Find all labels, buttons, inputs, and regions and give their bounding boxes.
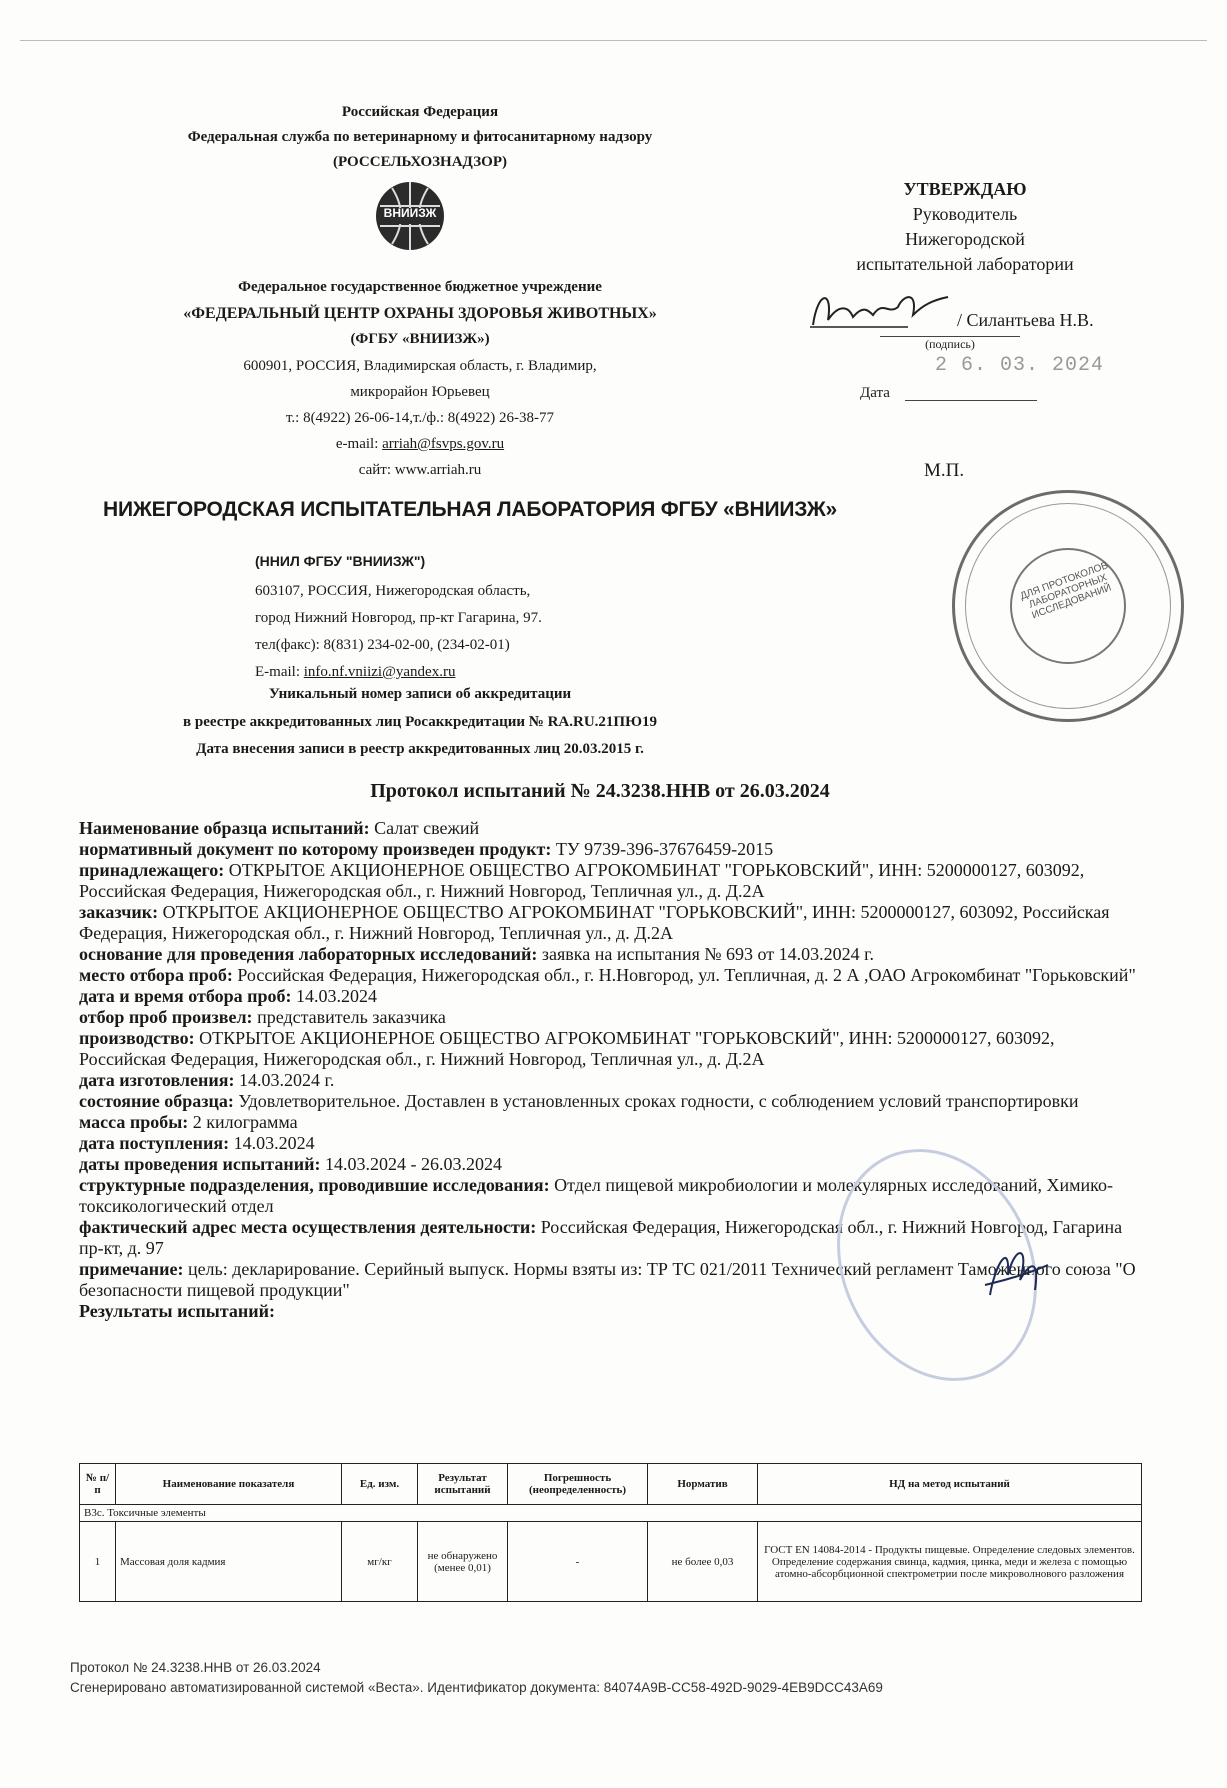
field-note: примечание: цель: декларирование. Серийный выпуск. Нормы взяты из: ТР ТС 021/2011 Технический регламент Таможенного союза "О безопасности пищевой продукции"	[79, 1259, 1136, 1300]
seal-place-label: М.П.	[924, 460, 965, 481]
field-sampling-place: место отбора проб: Российская Федерация, Нижегородская обл., г. Н.Новгород, ул. Тепличная, д. 2 А ,ОАО Агрокомбинат "Горьковский"	[79, 965, 1136, 985]
col-standard: Норматив	[648, 1464, 758, 1505]
org-address-1: 600901, РОССИЯ, Владимирская область, г. Владимир,	[243, 358, 597, 374]
col-indicator: Наименование показателя	[116, 1464, 342, 1505]
vniizzh-logo	[372, 178, 448, 254]
lab-short-name: (ННИЛ ФГБУ "ВНИИЗЖ")	[255, 553, 426, 569]
logo-text: ВНИИЗЖ	[383, 206, 437, 220]
seal-inner-text: ДЛЯ ПРОТОКОЛОВ ЛАБОРАТОРНЫХ ИССЛЕДОВАНИЙ	[1018, 560, 1113, 622]
approval-role-2: Нижегородской	[905, 229, 1025, 249]
date-line	[905, 400, 1037, 401]
field-test-dates: даты проведения испытаний: 14.03.2024 - 26.03.2024	[79, 1154, 502, 1174]
lab-title: НИЖЕГОРОДСКАЯ ИСПЫТАТЕЛЬНАЯ ЛАБОРАТОРИЯ ФГБУ «ВНИИЗЖ»	[103, 498, 837, 521]
cell-unit: мг/кг	[342, 1522, 418, 1602]
results-table	[79, 1463, 1142, 1602]
cell-number: 1	[80, 1522, 116, 1602]
accreditation-1: Уникальный номер записи об аккредитации	[268, 686, 572, 702]
field-normative-doc: нормативный документ по которому произведен продукт: ТУ 9739-396-37676459-2015	[79, 839, 774, 859]
footer-protocol: Протокол № 24.3238.ННВ от 26.03.2024	[70, 1660, 321, 1675]
col-result: Результат испытаний	[418, 1464, 508, 1505]
table-group-row	[80, 1505, 1142, 1522]
lab-address-1: 603107, РОССИЯ, Нижегородская область,	[255, 583, 531, 599]
cell-method: ГОСТ EN 14084-2014 - Продукты пищевые. Определение следовых элементов. Определение содержания свинца, кадмия, цинка, меди и железа с помощью атомно-абсорбционной спектрометрии после микроволнового разложения	[758, 1522, 1142, 1602]
approval-date-stamp: 2 6. 03. 2024	[935, 354, 1105, 377]
org-short: (ФГБУ «ВНИИЗЖ»)	[350, 331, 490, 347]
approval-title: УТВЕРЖДАЮ	[903, 179, 1027, 199]
col-unit: Ед. изм.	[342, 1464, 418, 1505]
cell-result: не обнаружено (менее 0,01)	[418, 1522, 508, 1602]
org-name: «ФЕДЕРАЛЬНЫЙ ЦЕНТР ОХРАНЫ ЗДОРОВЬЯ ЖИВОТНЫХ»	[183, 305, 657, 322]
executor-signature	[980, 1235, 1050, 1305]
field-receipt-date: дата поступления: 14.03.2024	[79, 1133, 315, 1153]
group-label: В3с. Токсичные элементы	[80, 1505, 1142, 1522]
results-title: Результаты испытаний:	[79, 1301, 276, 1321]
accreditation-2: в реестре аккредитованных лиц Росаккредитации № RA.RU.21ПЮ19	[183, 714, 657, 730]
field-address: фактический адрес места осуществления деятельности: Российская Федерация, Нижегородская обл., г. Нижний Новгород, Гагарина пр-кт, д. 97	[79, 1217, 1123, 1258]
col-uncertainty: Погрешность (неопределенность)	[508, 1464, 648, 1505]
field-manufacture-date: дата изготовления: 14.03.2024 г.	[79, 1070, 335, 1090]
agency-name: Федеральная служба по ветеринарному и фитосанитарному надзору	[187, 129, 653, 145]
field-basis: основание для проведения лабораторных исследований: заявка на испытания № 693 от 14.03.2024 г.	[79, 944, 875, 964]
field-sampling-date: дата и время отбора проб: 14.03.2024	[79, 986, 378, 1006]
field-sample-condition: состояние образца: Удовлетворительное. Доставлен в установленных сроках годности, с соблюдением условий транспортировки	[79, 1091, 1079, 1111]
cell-uncertainty: -	[508, 1522, 648, 1602]
field-sample-name: Наименование образца испытаний: Салат свежий	[79, 818, 480, 838]
table-header-row	[80, 1464, 1142, 1505]
handwritten-signature	[808, 285, 958, 335]
footer-generated: Сгенерировано автоматизированной системой «Веста». Идентификатор документа: 84074A9B-CC58-492D-9029-4EB9DCC43A69	[70, 1680, 883, 1695]
accreditation-3: Дата внесения записи в реестр аккредитованных лиц 20.03.2015 г.	[196, 741, 644, 757]
protocol-title: Протокол испытаний № 24.3238.ННВ от 26.03.2024	[370, 780, 830, 802]
org-phone: т.: 8(4922) 26-06-14,т./ф.: 8(4922) 26-38-77	[285, 410, 555, 426]
cell-indicator: Массовая доля кадмия	[116, 1522, 342, 1602]
date-label: Дата	[860, 385, 890, 401]
col-method: НД на метод испытаний	[758, 1464, 1142, 1505]
org-address-2: микрорайон Юрьевец	[350, 384, 490, 400]
org-site: сайт: www.arriah.ru	[358, 462, 482, 478]
lab-phone: тел(факс): 8(831) 234-02-00, (234-02-01)	[255, 637, 510, 653]
lab-email[interactable]: info.nf.vniizi@yandex.ru	[303, 664, 456, 680]
cell-standard: не более 0,03	[648, 1522, 758, 1602]
table-row	[80, 1522, 1142, 1602]
signature-caption: (подпись)	[880, 336, 1020, 352]
lab-address-2: город Нижний Новгород, пр-кт Гагарина, 97.	[255, 610, 542, 626]
field-customer: заказчик: ОТКРЫТОЕ АКЦИОНЕРНОЕ ОБЩЕСТВО АГРОКОМБИНАТ "ГОРЬКОВСКИЙ", ИНН: 5200000127, 603092, Российская Федерация, Нижегородская обл., г. Нижний Новгород, Тепличная ул., д. Д.2А	[79, 902, 1110, 943]
approver-name: / Силантьева Н.В.	[957, 310, 1094, 330]
col-number: № п/п	[80, 1464, 116, 1505]
field-producer: производство: ОТКРЫТОЕ АКЦИОНЕРНОЕ ОБЩЕСТВО АГРОКОМБИНАТ "ГОРЬКОВСКИЙ", ИНН: 5200000127, 603092, Российская Федерация, Нижегородская обл., г. Нижний Новгород, Тепличная ул., д. Д.2А	[79, 1028, 1055, 1069]
org-email-label: e-mail:	[335, 436, 379, 452]
field-departments: структурные подразделения, проводившие исследования: Отдел пищевой микробиологии и молекулярных исследований, Химико-токсикологический отдел	[79, 1175, 1114, 1216]
org-email[interactable]: arriah@fsvps.gov.ru	[382, 436, 505, 452]
country-name: Российская Федерация	[341, 104, 499, 120]
field-owner: принадлежащего: ОТКРЫТОЕ АКЦИОНЕРНОЕ ОБЩЕСТВО АГРОКОМБИНАТ "ГОРЬКОВСКИЙ", ИНН: 5200000127, 603092, Российская Федерация, Нижегородская обл., г. Нижний Новгород, Тепличная ул., д. Д.2А	[79, 860, 1085, 901]
lab-email-line	[255, 659, 455, 685]
approval-role-1: Руководитель	[912, 204, 1018, 224]
approval-role-3: испытательной лаборатории	[856, 254, 1074, 274]
field-sample-mass: масса пробы: 2 килограмма	[79, 1112, 298, 1132]
lab-email-label: E-mail:	[255, 664, 300, 680]
org-email-line	[120, 431, 720, 457]
org-type: Федеральное государственное бюджетное учреждение	[238, 279, 602, 295]
agency-short: (РОССЕЛЬХОЗНАДЗОР)	[332, 154, 507, 170]
field-sampled-by: отбор проб произвел: представитель заказчика	[79, 1007, 446, 1027]
scan-edge-line	[20, 40, 1207, 41]
